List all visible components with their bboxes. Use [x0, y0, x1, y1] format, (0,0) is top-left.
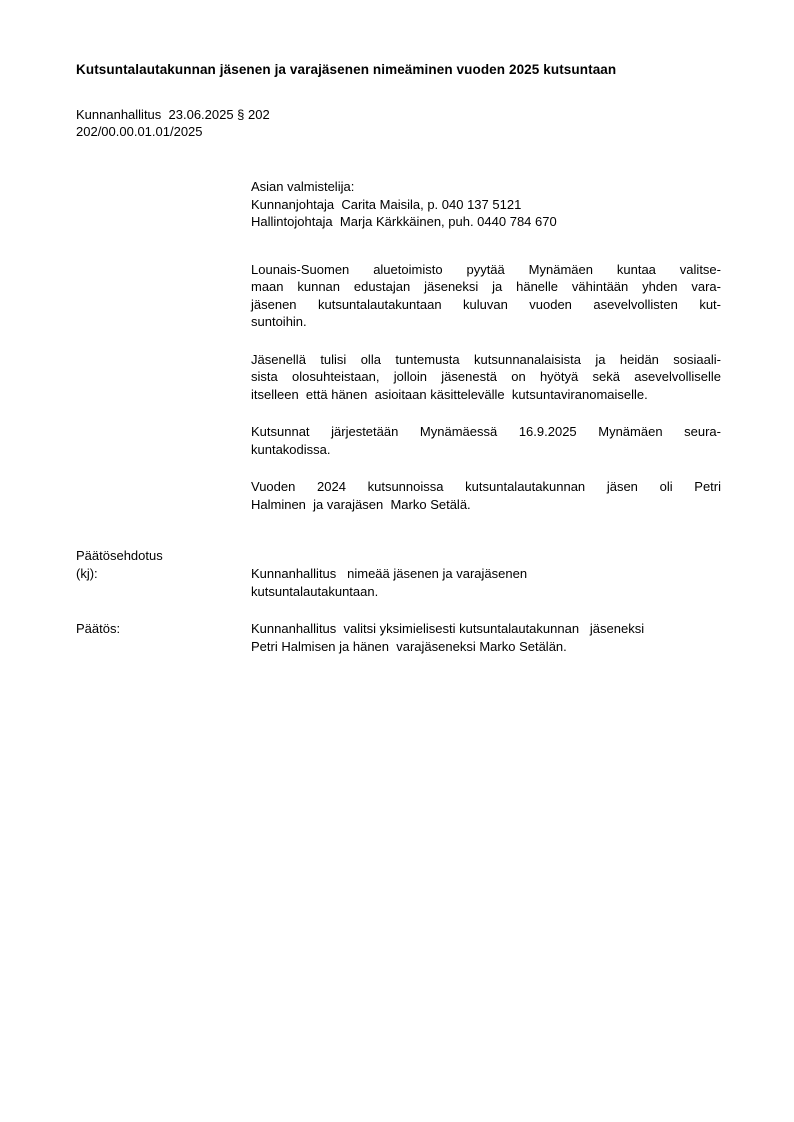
- proposal-line: kutsuntalautakuntaan.: [251, 583, 379, 599]
- document-body: [251, 178, 721, 513]
- proposal-text: [251, 565, 721, 600]
- paragraph-4: [251, 478, 721, 513]
- paragraph-line: sista olosuhteistaan, jolloin jäsenestä on hyötyä sekä asevelvolliselle: [251, 369, 721, 384]
- paragraph-line: jäsenen kutsuntalautakuntaan kuluvan vuoden asevelvollisten kut-: [251, 296, 721, 312]
- proposal-label-line-1: Päätösehdotus: [76, 548, 163, 563]
- paragraph-line: kuntakodissa.: [251, 441, 331, 457]
- paragraph-line: Jäsenellä tulisi olla tuntemusta kutsunnanalaisista ja heidän sosiaali-: [251, 351, 721, 367]
- proposal-label: [76, 547, 163, 582]
- paragraph-line: Vuoden 2024 kutsunnoissa kutsuntalautakunnan jäsen oli Petri: [251, 479, 721, 494]
- decision-line: Petri Halmisen ja hänen varajäseneksi Marko Setälän.: [251, 638, 567, 654]
- decision-label-text: Päätös:: [76, 621, 121, 636]
- proposal-line: Kunnanhallitus nimeää jäsenen ja varajäsenen: [251, 566, 528, 581]
- paragraph-line: Lounais-Suomen aluetoimisto pyytää Mynämäen kuntaa valitse-: [251, 261, 721, 277]
- preparer-block: [251, 178, 721, 231]
- preparer-line-1: Kunnanjohtaja Carita Maisila, p. 040 137 5121: [251, 196, 522, 212]
- proposal-label-line-2: (kj):: [76, 565, 98, 581]
- paragraph-line: Kutsunnat järjestetään Mynämäessä 16.9.2025 Mynämäen seura-: [251, 424, 721, 439]
- decision-text: [251, 620, 721, 655]
- document-meta: [76, 106, 476, 140]
- decision-line: Kunnanhallitus valitsi yksimielisesti kutsuntalautakunnan jäseneksi: [251, 621, 645, 636]
- page-title: Kutsuntalautakunnan jäsenen ja varajäsenen nimeäminen vuoden 2025 kutsuntaan: [76, 62, 617, 77]
- meta-body-and-date: Kunnanhallitus 23.06.2025 § 202: [76, 107, 270, 122]
- preparer-heading: Asian valmistelija:: [251, 179, 355, 194]
- paragraph-3: [251, 423, 721, 458]
- paragraph-line: itselleen että hänen asioitaan käsittelevälle kutsuntaviranomaiselle.: [251, 386, 648, 402]
- paragraph-line: Halminen ja varajäsen Marko Setälä.: [251, 496, 471, 512]
- paragraph-line: maan kunnan edustajan jäseneksi ja hänelle vähintään yhden vara-: [251, 279, 721, 294]
- decision-label: [76, 620, 120, 638]
- paragraph-line: suntoihin.: [251, 314, 307, 329]
- paragraph-1: [251, 261, 721, 331]
- paragraph-2: [251, 351, 721, 404]
- meta-diary-number: 202/00.00.01.01/2025: [76, 124, 203, 139]
- preparer-line-2: Hallintojohtaja Marja Kärkkäinen, puh. 0440 784 670: [251, 214, 557, 229]
